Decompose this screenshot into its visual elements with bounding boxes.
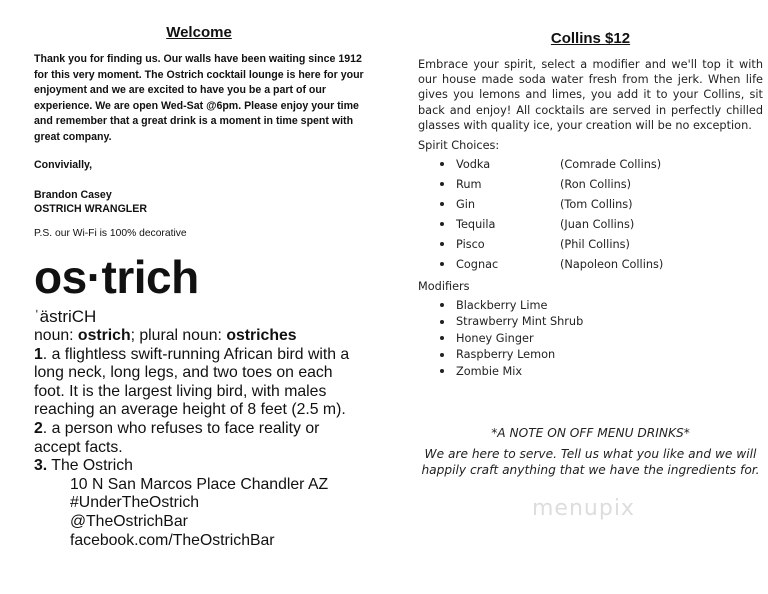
bullet-icon [440,182,444,186]
watermark: menupix [532,496,635,521]
collins-title: Collins $12 [550,30,631,47]
welcome-column [34,24,364,550]
spirit-list [418,154,763,274]
address-line: 10 N San Marcos Place Chandler AZ [70,475,329,493]
modifier-name: Blackberry Lime [456,298,548,312]
list-item [418,254,763,274]
modifiers-label: Modifiers [418,280,470,294]
signer-name: Brandon Casey [34,189,112,201]
definition-1 [34,346,364,420]
list-item [418,154,763,174]
postscript: P.S. our Wi-Fi is 100% decorative [34,228,187,239]
spirit-name: Tequila [456,217,496,231]
noun-middle: ; plural noun: [130,327,227,344]
spirit-name: Rum [456,177,482,191]
hashtag-line: #UnderTheOstrich [70,494,200,512]
noun-line [34,327,364,346]
facebook-line: facebook.com/TheOstrichBar [70,531,275,549]
off-menu-note-title: *A NOTE ON OFF MENU DRINKS* [491,425,690,440]
definition-3 [34,457,364,476]
noun-singular: ostrich [77,327,131,344]
list-item [418,347,763,364]
spirit-nickname: (Tom Collins) [560,197,633,211]
list-item [418,174,763,194]
collins-description: Embrace your spirit, select a modifier and we'll top it with our house made soda water fresh from the jerk. When life gives you lemons and limes, you add it to your Collins, sit back and enjoy! All cocktails are served in perfectly chilled glasses with quality ice, your creation will be no exception. [418,58,763,132]
modifier-name: Zombie Mix [456,364,523,378]
bullet-icon [440,262,444,266]
spirit-name: Cognac [456,257,499,271]
signer-title: OSTRICH WRANGLER [34,203,147,215]
definition-text: . a flightless swift-running African bird with a long neck, long legs, and two toes on each foot. It is the largest living bird, with males reaching an average height of 8 feet (2.5 m). [34,345,350,419]
noun-plural: ostriches [226,327,297,344]
spirit-name: Vodka [456,157,491,171]
noun-prefix: noun: [34,327,78,344]
definition-text: The Ostrich [47,457,133,475]
definition-2 [34,420,364,457]
list-item [418,214,763,234]
spirit-nickname: (Phil Collins) [560,237,630,251]
definition-number: 3. [34,457,48,475]
spirit-nickname: (Comrade Collins) [560,157,662,171]
bullet-icon [440,303,444,307]
spirit-nickname: (Napoleon Collins) [560,257,664,271]
list-item [418,330,763,347]
bullet-icon [440,222,444,226]
phonetic-spelling: ˈästriCH [34,307,97,326]
bullet-icon [440,369,444,373]
bullet-icon [440,162,444,166]
list-item [418,234,763,254]
bullet-icon [440,242,444,246]
list-item [418,314,763,331]
spirit-choices-label: Spirit Choices: [418,139,500,153]
welcome-intro: Thank you for finding us. Our walls have been waiting since 1912 for this very moment. The Ostrich cocktail lounge is here for your enjoyment and we are excited to have you be a part of our experience. We are open Wed-Sat @6pm. Please enjoy your time and remember that a great drink is a moment in time spent with great company. [34,53,364,143]
collins-column [418,30,763,479]
list-item [418,194,763,214]
spirit-nickname: (Juan Collins) [560,217,635,231]
bullet-icon [440,336,444,340]
modifier-list [418,297,763,380]
dictionary-word: os·trich [34,251,199,303]
modifier-name: Raspberry Lemon [456,348,556,362]
modifier-name: Honey Ginger [456,331,534,345]
signature-block [34,188,364,216]
spirit-name: Pisco [456,237,485,251]
off-menu-note-body: We are here to serve. Tell us what you like and we will happily craft anything that we have the ingredients for. [421,446,760,478]
spirit-name: Gin [456,197,476,211]
signature-greeting: Convivially, [34,159,93,171]
definition-text: . a person who refuses to face reality or accept facts. [34,419,320,456]
definition-number: 1 [34,345,43,363]
spirit-nickname: (Ron Collins) [560,177,632,191]
definition-number: 2 [34,419,43,437]
bullet-icon [440,320,444,324]
bullet-icon [440,202,444,206]
handle-line: @TheOstrichBar [70,512,188,530]
bullet-icon [440,353,444,357]
modifier-name: Strawberry Mint Shrub [456,315,584,329]
list-item [418,363,763,380]
list-item [418,297,763,314]
welcome-title: Welcome [166,24,232,41]
